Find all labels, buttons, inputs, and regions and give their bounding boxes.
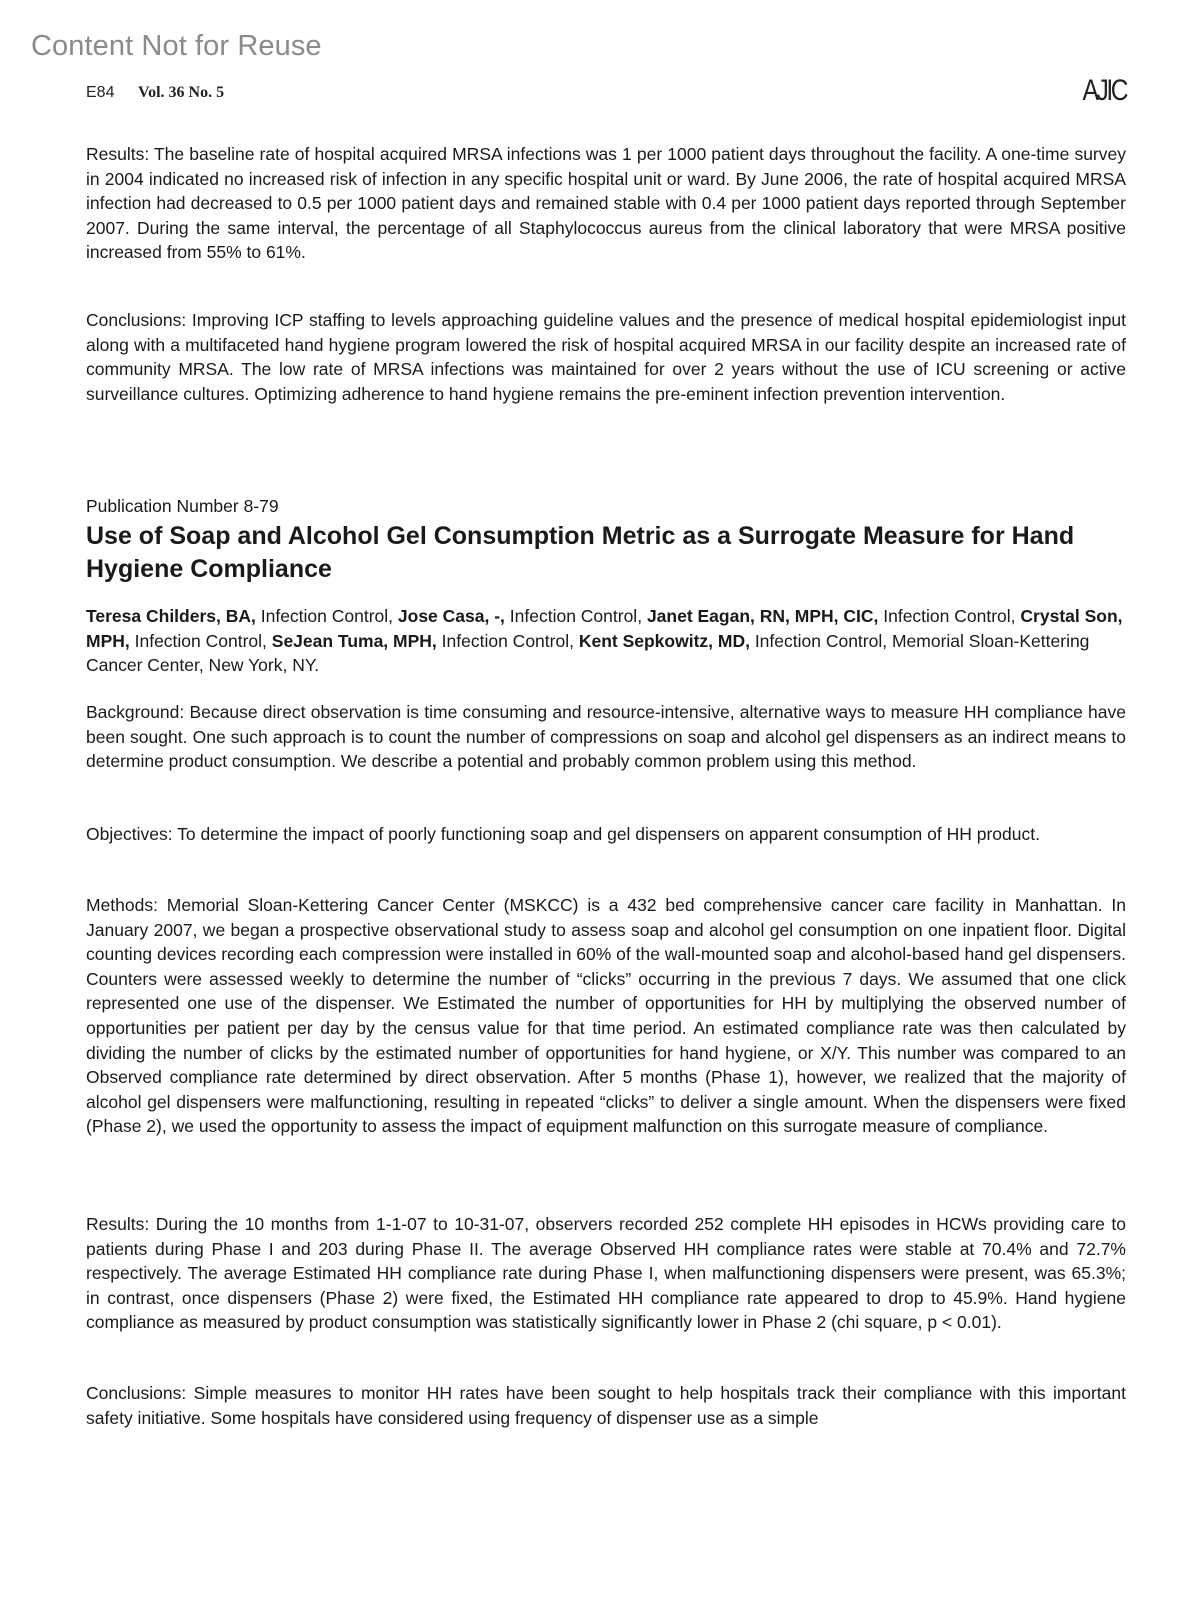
author-name: Jose Casa, -,: [397, 606, 505, 626]
article-title: Use of Soap and Alcohol Gel Consumption Metric as a Surrogate Measure for Hand Hygiene Compliance: [86, 522, 1075, 583]
author-name: Crystal Son, MPH,: [86, 606, 1123, 651]
objectives-paragraph: Objectives: To determine the impact of poorly functioning soap and gel dispensers on apparent consumption of HH product.: [86, 824, 1040, 844]
page-number: E84: [86, 84, 115, 101]
volume-issue: Vol. 36 No. 5: [138, 84, 225, 101]
background-block: [86, 700, 1126, 774]
author-affiliation: Infection Control,: [436, 630, 579, 651]
conclusions-block: [86, 1381, 1126, 1430]
journal-logo: AJIC: [1082, 74, 1126, 107]
results-block: [86, 1212, 1126, 1335]
conclusions-paragraph: Conclusions: Simple measures to monitor HH rates have been sought to help hospitals track their compliance with this important safety initiative. Some hospitals have considered using frequency of dispenser use as a simple: [86, 1383, 1126, 1428]
author-affiliation: Infection Control, Memorial Sloan-Kettering Cancer Center, New York, NY.: [86, 630, 1090, 676]
previous-abstract-results-block: [86, 142, 1126, 265]
previous-abstract-conclusions-block: [86, 308, 1126, 406]
author-name: Kent Sepkowitz, MD,: [578, 630, 750, 651]
objectives-block: [86, 822, 1126, 847]
author-name: SeJean Tuma, MPH,: [271, 630, 437, 651]
author-name: Janet Eagan, RN, MPH, CIC,: [646, 606, 879, 626]
author-affiliation: Infection Control,: [129, 630, 272, 651]
publication-number: Publication Number 8-79: [86, 496, 279, 516]
methods-block: [86, 893, 1126, 1139]
author-affiliation: Infection Control,: [878, 606, 1021, 626]
methods-paragraph: Methods: Memorial Sloan-Kettering Cancer Center (MSKCC) is a 432 bed comprehensive cancer care facility in Manhattan. In January 2007, we began a prospective observational study to assess soap and alcohol gel consumption on one inpatient floor. Digital counting devices recording each compression were installed in 60% of the wall-mounted soap and alcohol-based hand gel dispensers. Counters were assessed weekly to determine the number of “clicks” occurring in the previous 7 days. We assumed that one click represented one use of the dispenser. We Estimated the number of opportunities for HH by multiplying the observed number of opportunities per patient per day by the census value for that time period. An estimated compliance rate was then calculated by dividing the number of clicks by the estimated number of opportunities for hand hygiene, or X/Y. This number was compared to an Observed compliance rate determined by direct observation. After 5 months (Phase 1), however, we realized that the majority of alcohol gel dispensers were malfunctioning, resulting in repeated “clicks” to deliver a single amount. When the dispensers were fixed (Phase 2), we used the opportunity to assess the impact of equipment malfunction on this surrogate measure of compliance.: [86, 895, 1126, 1137]
previous-abstract-conclusions: Conclusions: Improving ICP staffing to levels approaching guideline values and the presence of medical hospital epidemiologist input along with a multifaceted hand hygiene program lowered the risk of hospital acquired MRSA in our facility despite an increased rate of community MRSA. The low rate of MRSA infections was maintained for over 2 years without the use of ICU screening or active surveillance cultures. Optimizing adherence to hand hygiene remains the pre-eminent infection prevention intervention.: [86, 310, 1126, 404]
author-name: Teresa Childers, BA,: [86, 606, 256, 626]
author-affiliation: Infection Control,: [504, 606, 647, 626]
author-list: [86, 604, 1126, 678]
watermark: Content Not for Reuse: [31, 30, 322, 62]
previous-abstract-results: Results: The baseline rate of hospital acquired MRSA infections was 1 per 1000 patient days throughout the facility. A one-time survey in 2004 indicated no increased risk of infection in any specific hospital unit or ward. By June 2006, the rate of hospital acquired MRSA infection had decreased to 0.5 per 1000 patient days and remained stable with 0.4 per 1000 patient days reported through September 2007. During the same interval, the percentage of all Staphylococcus aureus from the clinical laboratory that were MRSA positive increased from 55% to 61%.: [86, 144, 1126, 263]
results-paragraph: Results: During the 10 months from 1-1-07 to 10-31-07, observers recorded 252 complete HH episodes in HCWs providing care to patients during Phase I and 203 during Phase II. The average Observed HH compliance rates were stable at 70.4% and 72.7% respectively. The average Estimated HH compliance rate during Phase I, when malfunctioning dispensers were present, was 65.3%; in contrast, once dispensers (Phase 2) were fixed, the Estimated HH compliance rate appeared to drop to 45.9%. Hand hygiene compliance as measured by product consumption was statistically significantly lower in Phase 2 (chi square, p < 0.01).: [86, 1214, 1126, 1333]
background-paragraph: Background: Because direct observation is time consuming and resource-intensive, alternative ways to measure HH compliance have been sought. One such approach is to count the number of compressions on soap and alcohol gel dispensers as an indirect means to determine product consumption. We describe a potential and probably common problem using this method.: [86, 702, 1126, 772]
page-header: [86, 74, 1126, 114]
author-affiliation: Infection Control,: [255, 606, 398, 626]
